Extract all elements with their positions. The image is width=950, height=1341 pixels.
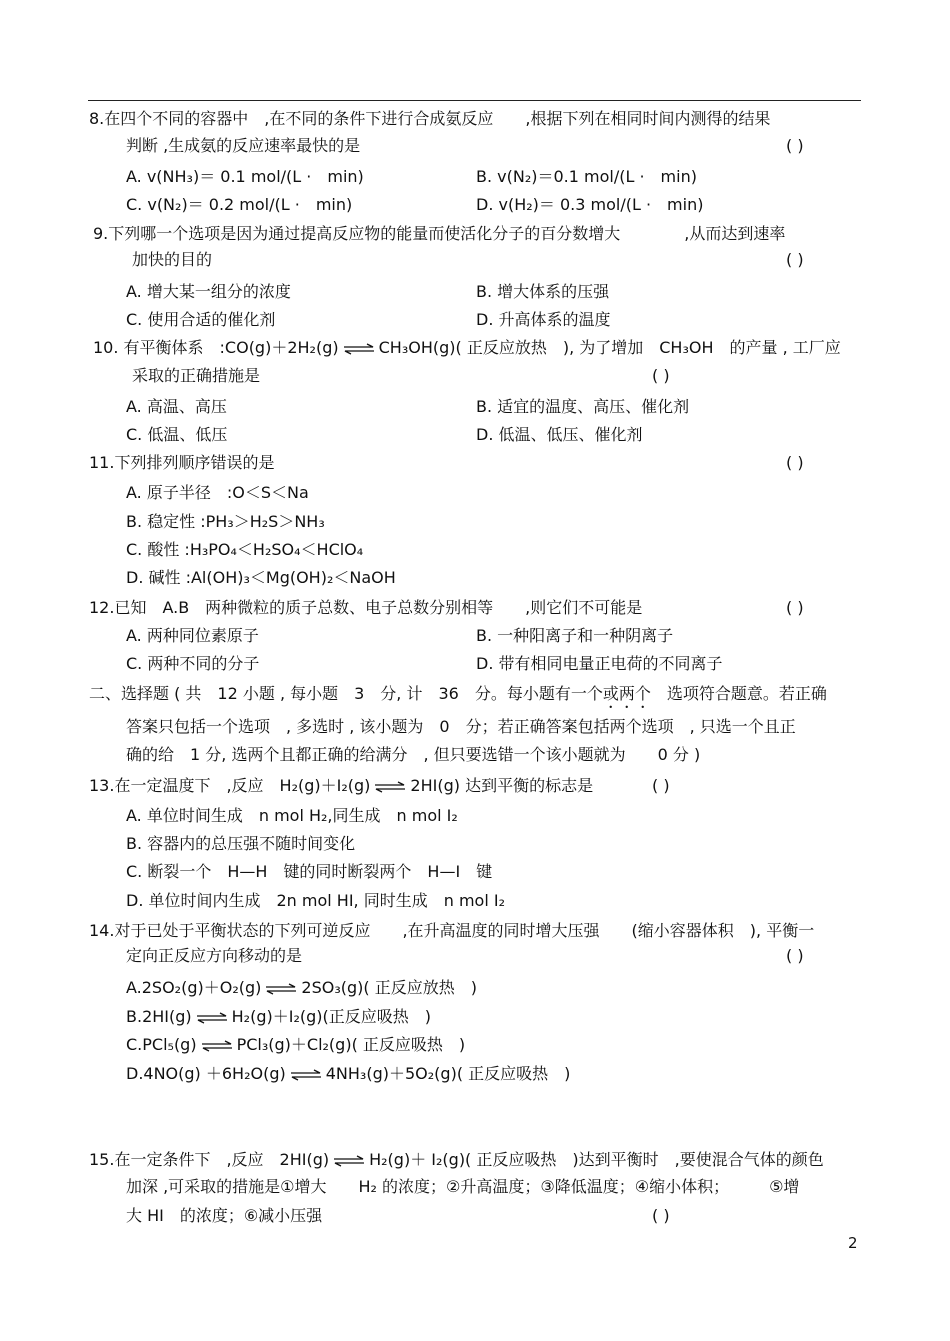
q15-stem-line2: 加深 ,可采取的措施是①增大 H₂ 的浓度；②升高温度；③降低温度；④缩小体积； ⑤增 <box>126 1177 800 1196</box>
q9-option-d: D. 升高体系的温度 <box>476 310 611 329</box>
q14-option-d <box>126 1063 570 1085</box>
q13-stem-post: 2HI(g) 达到平衡的标志是 <box>410 776 594 795</box>
equilibrium-arrow-icon <box>290 1069 322 1081</box>
q8-option-b: B. v(N₂)＝0.1 mol/(L · min) <box>476 167 697 186</box>
q8-option-c: C. v(N₂)＝ 0.2 mol/(L · min) <box>126 195 353 214</box>
q9-stem-line2: 加快的目的 <box>132 250 213 269</box>
page-number: 2 <box>848 1234 858 1252</box>
q14-option-b-pre: B.2HI(g) <box>126 1007 192 1026</box>
equilibrium-arrow-icon <box>196 1012 228 1024</box>
q14-option-b <box>126 1006 431 1028</box>
section2-line1-post: 选项符合题意。若正确 <box>650 684 827 703</box>
q9-option-c: C. 使用合适的催化剂 <box>126 310 276 329</box>
q14-option-d-post: 4NH₃(g)＋5O₂(g)( 正反应吸热 ) <box>325 1064 571 1083</box>
q12-option-d: D. 带有相同电量正电荷的不同离子 <box>476 654 723 673</box>
section2-instructions-line2: 答案只包括一个选项 , 多选时 , 该小题为 0 分；若正确答案包括两个选项 , 只选一个且正 <box>126 717 796 736</box>
q8-option-d: D. v(H₂)＝ 0.3 mol/(L · min) <box>476 195 704 214</box>
q9-option-b: B. 增大体系的压强 <box>476 282 610 301</box>
equilibrium-arrow-icon <box>343 343 375 355</box>
q14-option-a-post: 2SO₃(g)( 正反应放热 ) <box>301 978 477 997</box>
q11-option-d: D. 碱性 :Al(OH)₃＜Mg(OH)₂＜NaOH <box>126 568 396 587</box>
q9-stem-line1: 9.下列哪一个选项是因为通过提高反应物的能量而使活化分子的百分数增大 ,从而达到速率 <box>93 224 786 243</box>
header-rule <box>88 100 861 101</box>
q10-option-a: A. 高温、高压 <box>126 397 227 416</box>
q10-stem-post: CH₃OH(g)( 正反应放热 ), 为了增加 CH₃OH 的产量 , 工厂应 <box>378 338 841 357</box>
equilibrium-arrow-icon <box>333 1155 365 1167</box>
q10-option-b: B. 适宜的温度、高压、催化剂 <box>476 397 690 416</box>
q8-stem-line1: 8.在四个不同的容器中 ,在不同的条件下进行合成氨反应 ,根据下列在相同时间内测得的结果 <box>89 109 771 128</box>
q15-stem-line3: 大 HI 的浓度；⑥减小压强 <box>126 1206 323 1225</box>
q14-stem-line2: 定向正反应方向移动的是 <box>126 946 303 965</box>
q15-answer-paren: ( ) <box>652 1206 670 1225</box>
q13-answer-paren: ( ) <box>652 776 670 795</box>
q14-option-b-post: H₂(g)＋I₂(g)(正反应吸热 ) <box>231 1007 431 1026</box>
q14-stem-line1: 14.对于已处于平衡状态的下列可逆反应 ,在升高温度的同时增大压强 (缩小容器体积 ), 平衡一 <box>89 921 815 940</box>
equilibrium-arrow-icon <box>265 983 297 995</box>
q11-option-c: C. 酸性 :H₃PO₄＜H₂SO₄＜HClO₄ <box>126 540 364 559</box>
q13-option-c: C. 断裂一个 H—H 键的同时断裂两个 H—I 键 <box>126 862 493 881</box>
section2-instructions-line3: 确的给 1 分, 选两个且都正确的给满分 , 但只要选错一个该小题就为 0 分 ) <box>126 745 701 764</box>
q9-option-a: A. 增大某一组分的浓度 <box>126 282 291 301</box>
q11-answer-paren: ( ) <box>786 453 804 472</box>
q10-stem-line1 <box>93 337 841 359</box>
section2-line1-emphasis: 或两个 <box>602 684 651 703</box>
q9-answer-paren: ( ) <box>786 250 804 269</box>
q13-stem-pre: 13.在一定温度下 ,反应 H₂(g)＋I₂(g) <box>89 776 371 795</box>
q14-option-d-pre: D.4NO(g) ＋6H₂O(g) <box>126 1064 286 1083</box>
q15-stem-post: H₂(g)＋ I₂(g)( 正反应吸热 )达到平衡时 ,要使混合气体的颜色 <box>369 1150 824 1169</box>
q8-answer-paren: ( ) <box>786 136 804 155</box>
q12-option-a: A. 两种同位素原子 <box>126 626 259 645</box>
q12-option-b: B. 一种阳离子和一种阴离子 <box>476 626 674 645</box>
equilibrium-arrow-icon <box>201 1040 233 1052</box>
q11-option-a: A. 原子半径 :O＜S＜Na <box>126 483 309 502</box>
q8-option-a: A. v(NH₃)＝ 0.1 mol/(L · min) <box>126 167 364 186</box>
q14-option-c <box>126 1034 465 1056</box>
q11-stem: 11.下列排列顺序错误的是 <box>89 453 275 472</box>
q13-stem <box>89 775 593 797</box>
q12-option-c: C. 两种不同的分子 <box>126 654 260 673</box>
q14-answer-paren: ( ) <box>786 946 804 965</box>
q13-option-d: D. 单位时间内生成 2n mol HI, 同时生成 n mol I₂ <box>126 891 505 910</box>
q13-option-a: A. 单位时间生成 n mol H₂,同生成 n mol I₂ <box>126 806 458 825</box>
equilibrium-arrow-icon <box>374 781 406 793</box>
q12-answer-paren: ( ) <box>786 598 804 617</box>
q14-option-a <box>126 977 477 999</box>
section2-instructions-line1 <box>89 683 827 712</box>
q15-stem-pre: 15.在一定条件下 ,反应 2HI(g) <box>89 1150 330 1169</box>
q14-option-c-post: PCl₃(g)＋Cl₂(g)( 正反应吸热 ) <box>236 1035 466 1054</box>
q10-option-d: D. 低温、低压、催化剂 <box>476 425 643 444</box>
q12-stem: 12.已知 A.B 两种微粒的质子总数、电子总数分别相等 ,则它们不可能是 <box>89 598 643 617</box>
q14-option-a-pre: A.2SO₂(g)＋O₂(g) <box>126 978 262 997</box>
q14-option-c-pre: C.PCl₅(g) <box>126 1035 197 1054</box>
q15-stem-line1 <box>89 1149 824 1171</box>
q10-stem-pre: 10. 有平衡体系 :CO(g)＋2H₂(g) <box>93 338 339 357</box>
q10-answer-paren: ( ) <box>652 366 670 385</box>
q10-stem-line2: 采取的正确措施是 <box>132 366 261 385</box>
q8-stem-line2: 判断 ,生成氨的反应速率最快的是 <box>126 136 361 155</box>
q11-option-b: B. 稳定性 :PH₃＞H₂S＞NH₃ <box>126 512 325 531</box>
section2-line1-pre: 二、选择题 ( 共 12 小题 , 每小题 3 分, 计 36 分。每小题有一个 <box>89 684 603 703</box>
q10-option-c: C. 低温、低压 <box>126 425 228 444</box>
q13-option-b: B. 容器内的总压强不随时间变化 <box>126 834 356 853</box>
